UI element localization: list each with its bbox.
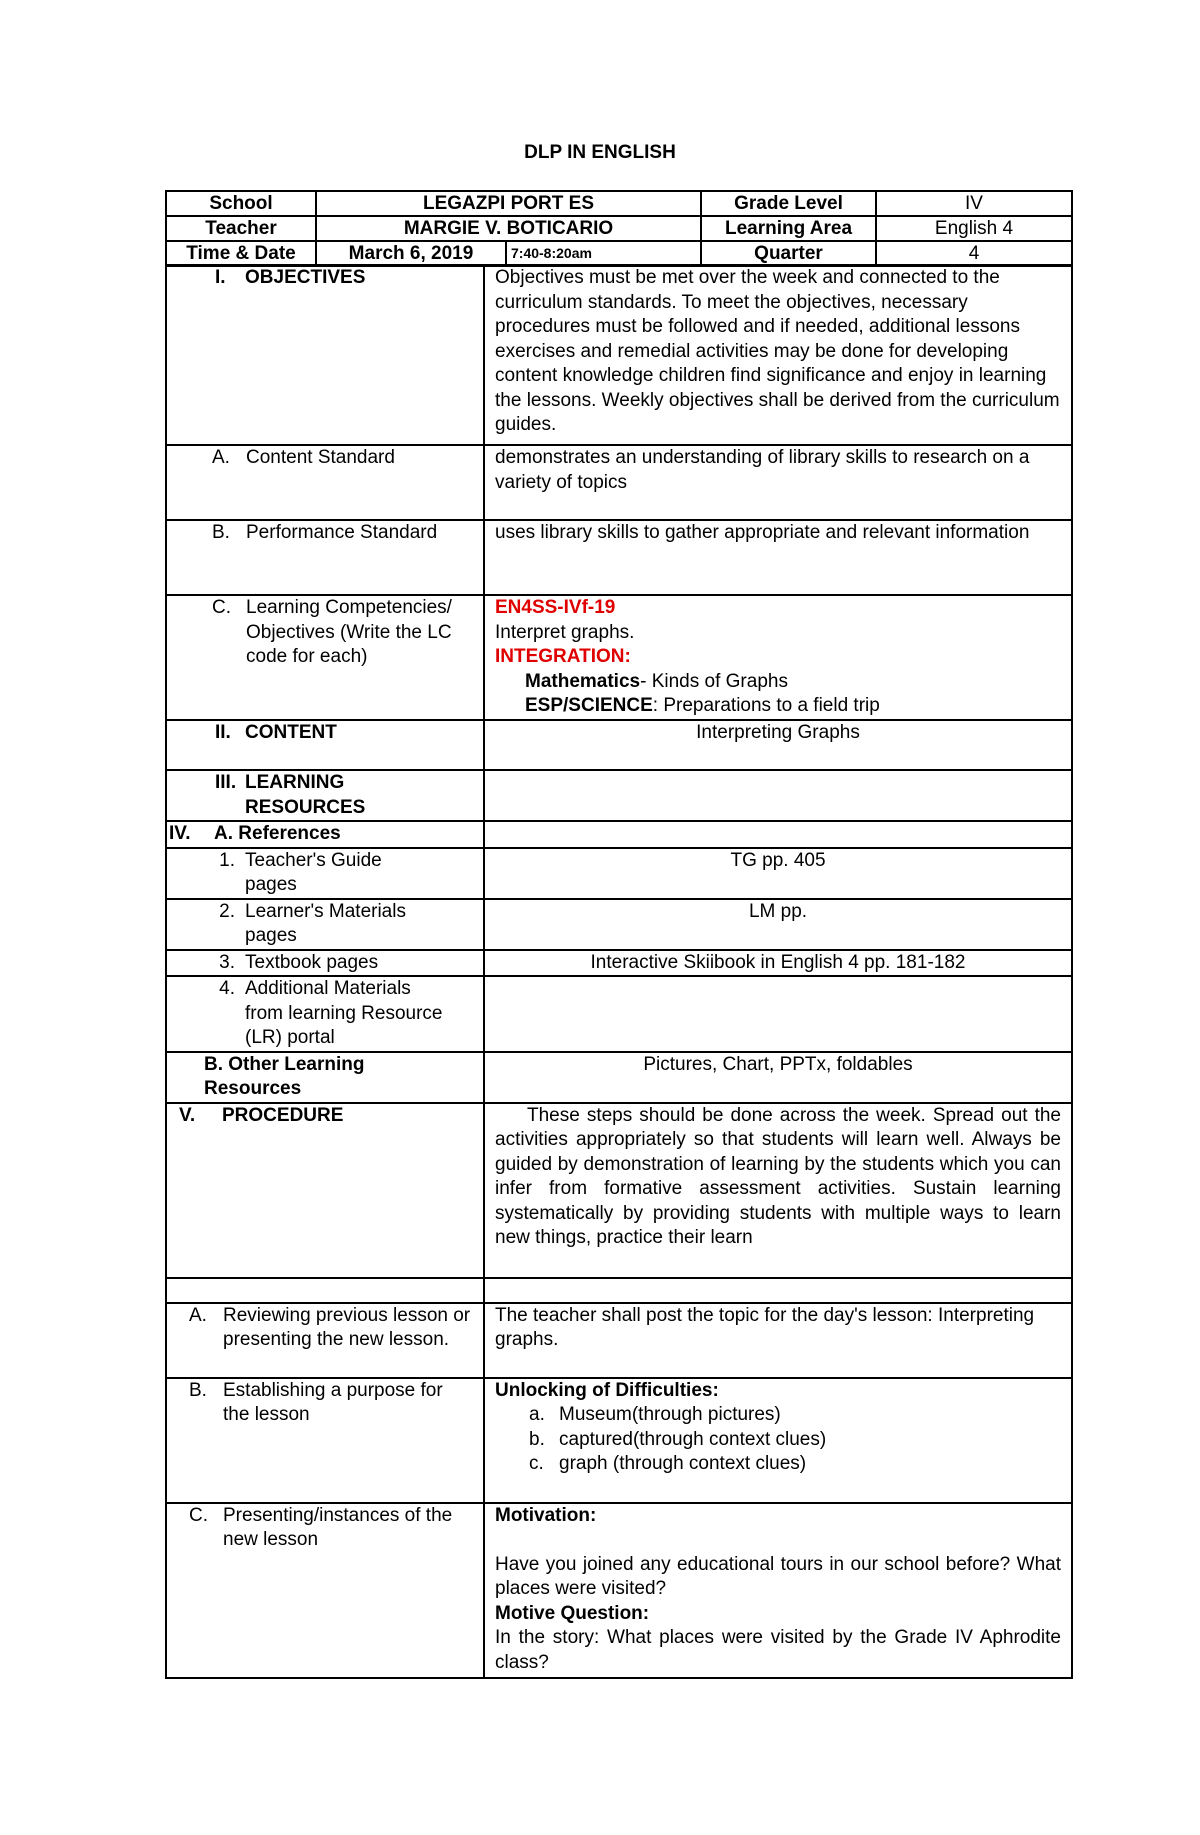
- references-row: [166, 821, 1072, 848]
- reference-item-label: Learner's Materials pages: [245, 900, 406, 946]
- motive-question-label: Motive Question:: [495, 1602, 650, 1624]
- learning-area-value: English 4: [876, 216, 1072, 241]
- content-standard-text: demonstrates an understanding of library skills to research on a variety of topics: [484, 445, 1072, 520]
- step-b-letter: B.: [189, 1379, 207, 1401]
- resources-num: III.: [215, 772, 237, 793]
- competencies-letter: C.: [212, 597, 231, 618]
- step-a-label: Reviewing previous lesson or presenting the new lesson.: [223, 1304, 471, 1350]
- motivation-label: Motivation:: [495, 1504, 597, 1526]
- references-num: IV.: [169, 823, 191, 844]
- competencies-label: Learning Competencies/Objectives (Write the LC code for each): [246, 597, 452, 667]
- step-c-label: Presenting/instances of the new lesson: [223, 1504, 453, 1550]
- reference-item-value: [484, 976, 1072, 1052]
- content-standard-letter: A.: [212, 447, 230, 468]
- content-value: Interpreting Graphs: [484, 720, 1072, 770]
- procedure-num: V.: [179, 1104, 196, 1126]
- content-label: CONTENT: [245, 722, 337, 743]
- procedure-row: [166, 1103, 1072, 1278]
- time-date-label: Time & Date: [166, 241, 316, 266]
- date-value: March 6, 2019: [316, 241, 506, 266]
- grade-level-label: Grade Level: [701, 191, 876, 216]
- school-value: LEGAZPI PORT ES: [316, 191, 701, 216]
- competency-text: Interpret graphs.: [495, 621, 635, 643]
- objectives-num: I.: [215, 267, 226, 288]
- integration-label: INTEGRATION:: [495, 646, 631, 667]
- competencies-row: [166, 595, 1072, 720]
- lesson-plan-table: [165, 264, 1073, 1679]
- procedure-text: These steps should be done across the week. Spread out the activities appropriately so that students will learn well. Always be guided by demonstration of learning by the students which you can infer from formative assessment activities. Sustain learning systematically by providing students with multiple ways to learn new things, practice their learn: [484, 1103, 1072, 1278]
- objectives-label: OBJECTIVES: [245, 267, 366, 288]
- other-resources-row: [166, 1052, 1072, 1103]
- header-table: [165, 190, 1073, 267]
- resources-label: LEARNING RESOURCES: [245, 772, 366, 818]
- reference-item-num: 3.: [219, 951, 235, 973]
- references-label: A. References: [214, 823, 341, 844]
- motive-question-text: In the story: What places were visited by the Grade IV Aphrodite class?: [495, 1627, 1061, 1673]
- reference-item-label: Teacher's Guide pages: [245, 849, 382, 895]
- quarter-value: 4: [876, 241, 1072, 266]
- teacher-value: MARGIE V. BOTICARIO: [316, 216, 701, 241]
- content-row: [166, 720, 1072, 770]
- learning-area-label: Learning Area: [701, 216, 876, 241]
- math-label: Mathematics: [525, 670, 641, 692]
- reference-item-value: TG pp. 405: [484, 848, 1072, 899]
- step-b-label: Establishing a purpose for the lesson: [223, 1379, 443, 1425]
- performance-standard-letter: B.: [212, 522, 230, 543]
- time-value: 7:40-8:20am: [506, 241, 701, 266]
- performance-standard-text: uses library skills to gather appropriate and relevant information: [484, 520, 1072, 595]
- content-standard-label: Content Standard: [246, 447, 395, 468]
- step-c-row: [166, 1503, 1072, 1678]
- reference-item-row: [166, 848, 1072, 899]
- document-title: DLP IN ENGLISH: [524, 142, 676, 163]
- spacer-row: [166, 1278, 1072, 1303]
- grade-level-value: IV: [876, 191, 1072, 216]
- performance-standard-row: [166, 520, 1072, 595]
- objectives-text: Objectives must be met over the week and connected to the curriculum standards. To meet the objectives, necessary procedures must be followed and if needed, additional lessons exercises and remedial activities may be done for developing content knowledge children find significance and enjoy in learning the lessons. Weekly objectives shall be derived from the curriculum guides.: [484, 265, 1072, 445]
- esp-label: ESP/SCIENCE: [525, 695, 653, 716]
- reference-item-row: [166, 950, 1072, 977]
- other-resources-value: Pictures, Chart, PPTx, foldables: [484, 1052, 1072, 1103]
- list-item: a. Museum(through pictures): [529, 1404, 781, 1425]
- list-item: b. captured(through context clues): [529, 1428, 827, 1450]
- lc-code: EN4SS-IVf-19: [495, 597, 616, 618]
- objectives-row: [166, 265, 1072, 445]
- list-item: c. graph (through context clues): [529, 1453, 807, 1474]
- school-label: School: [166, 191, 316, 216]
- math-text: - Kinds of Graphs: [640, 670, 788, 692]
- reference-item-value: Interactive Skiibook in English 4 pp. 181-182: [484, 950, 1072, 977]
- step-c-letter: C.: [189, 1504, 208, 1526]
- quarter-label: Quarter: [701, 241, 876, 266]
- step-a-text: The teacher shall post the topic for the day's lesson: Interpreting graphs.: [484, 1303, 1072, 1378]
- teacher-label: Teacher: [166, 216, 316, 241]
- reference-item-value: LM pp.: [484, 899, 1072, 950]
- reference-item-num: 1.: [219, 849, 235, 871]
- motivation-text: Have you joined any educational tours in our school before? What places were visited?: [495, 1553, 1061, 1599]
- reference-item-row: [166, 899, 1072, 950]
- esp-text: : Preparations to a field trip: [652, 695, 880, 716]
- step-a-row: [166, 1303, 1072, 1378]
- reference-item-label: Additional Materials from learning Resource (LR) portal: [245, 978, 443, 1048]
- content-standard-row: [166, 445, 1072, 520]
- unlocking-heading: Unlocking of Difficulties:: [495, 1379, 719, 1401]
- resources-row: [166, 770, 1072, 821]
- step-a-letter: A.: [189, 1304, 207, 1326]
- step-b-row: [166, 1378, 1072, 1503]
- reference-item-num: 4.: [219, 978, 235, 999]
- content-num: II.: [215, 722, 231, 743]
- procedure-label: PROCEDURE: [222, 1104, 344, 1126]
- reference-item-num: 2.: [219, 900, 235, 922]
- performance-standard-label: Performance Standard: [246, 522, 438, 543]
- reference-item-row: [166, 976, 1072, 1052]
- reference-item-label: Textbook pages: [245, 951, 379, 973]
- other-resources-label: B. Other Learning Resources: [204, 1053, 365, 1099]
